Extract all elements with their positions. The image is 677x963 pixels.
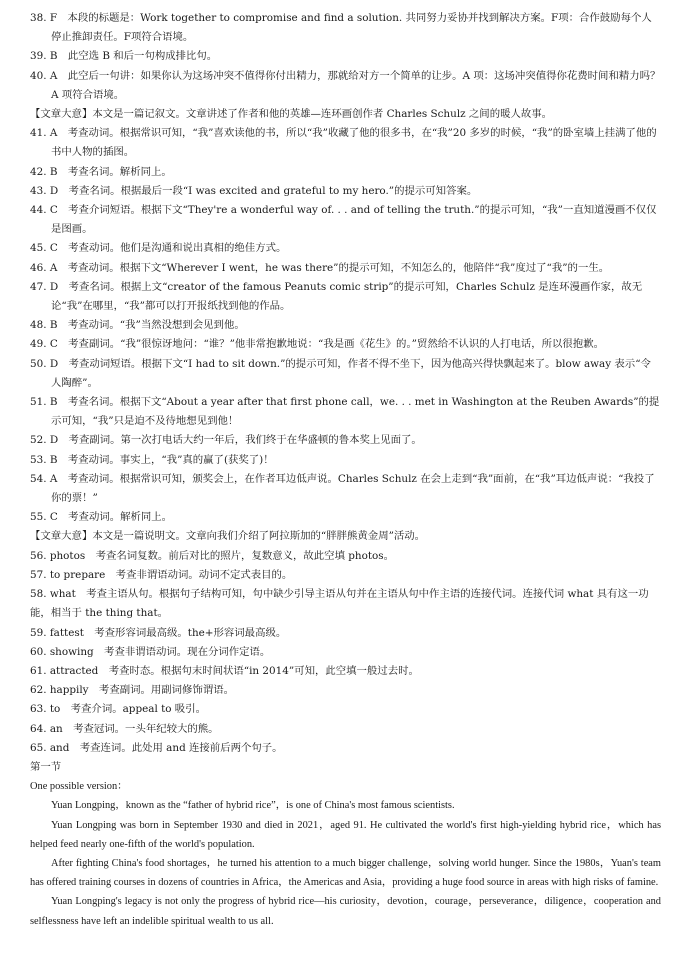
answer-item-50: 50. D 考查动词短语。根据下文“I had to sit down.”的提示可知，作者不得不坐下，因为他高兴得快飘起来了。blow away 表示“令人陶醉”。 (30, 357, 651, 389)
answer-item-62: 62. happily 考查副词。用副词修饰谓语。 (30, 684, 235, 697)
answer-item-46: 46. A 考查动词。根据下文“Wherever I went，he was there”的提示可知，不知怎么的，他陪伴“我”度过了“我”的一生。 (30, 261, 610, 274)
answer-item-45: 45. C 考查动词。他们是沟通和说出真相的绝佳方式。 (30, 242, 287, 255)
answer-item-43: 43. D 考查名词。根据最后一段“I was excited and grateful to my hero.”的提示可知答案。 (30, 184, 478, 197)
answer-item-44: 44. C 考查介词短语。根据下文“They're a wonderful way of. . . and of telling the truth.”的提示可知，“我”一直知道漫画不仅仅是图画。 (30, 204, 657, 236)
essay-paragraph-2: Yuan Longping was born in September 1930 and died in 2021，aged 91. He cultivated the world's first high-yielding hybrid rice，which has helped feed nearly one-fifth of the world's population. (30, 819, 661, 850)
answer-item-58: 58. what 考查主语从句。根据句子结构可知，句中缺少引导主语从句并在主语从句中作主语的连接代词。连接代词 what 具有这一功能，相当于 the thing that。 (30, 588, 649, 620)
answer-item-59: 59. fattest 考查形容词最高级。the+形容词最高级。 (30, 626, 287, 639)
answer-item-52: 52. D 考查副词。第一次打电话大约一年后，我们终于在华盛顿的鲁本奖上见面了。 (30, 434, 422, 447)
answer-item-63: 63. to 考查介词。appeal to 吸引。 (30, 703, 206, 716)
answer-item-49: 49. C 考查副词。“我”很惊讶地问：“谁？”他非常抱歉地说：“我是画《花生》的。”贸然给不认识的人打电话，所以很抱歉。 (30, 338, 604, 351)
answer-item-64: 64. an 考查冠词。一头年纪较大的熊。 (30, 722, 219, 735)
essay-paragraph-4: Yuan Longping's legacy is not only the progress of hybrid rice—his curiosity，devotion，courage，perseverance，diligence，cooperation and selflessness have left an indelible spiritual wealth to us all. (30, 896, 661, 927)
answer-item-55: 55. C 考查动词。解析同上。 (30, 511, 173, 524)
essay-paragraph-3: After fighting China's food shortages，he turned his attention to a much bigger challenge，solving world hunger. Since the 1980s，Yuan's team has offered training courses in dozens of countries in Africa，the Americas and Asia，providing a huge food source in areas with high risks of famine. (30, 857, 661, 889)
answer-item-38: 38. F 本段的标题是：Work together to compromise and find a solution. 共同努力妥协并找到解决方案。F项：合作鼓励每个人停止推卸责任。F项符合语境。 (30, 12, 652, 44)
version-label: One possible version： (30, 781, 128, 793)
answer-item-39: 39. B 此空选 B 和后一句构成排比句。 (30, 50, 218, 63)
answer-item-48: 48. B 考查动词。“我”当然没想到会见到他。 (30, 319, 245, 332)
answer-item-41: 41. A 考查动词。根据常识可知，“我”喜欢读他的书，所以“我”收藏了他的很多书，在“我”20 多岁的时候，“我”的卧室墙上挂满了他的书中人物的插图。 (30, 127, 657, 159)
answer-item-51: 51. B 考查名词。根据下文“About a year after that first phone call，we. . . met in Washington at the Reuben Awards”的提示可知，“我”只是迫不及待地想见到他！ (30, 396, 660, 428)
answer-item-65: 65. and 考查连词。此处用 and 连接前后两个句子。 (30, 741, 283, 754)
answer-item-56: 56. photos 考查名词复数。前后对比的照片，复数意义，故此空填 photos。 (30, 549, 395, 562)
answer-item-61: 61. attracted 考查时态。根据句末时间状语“in 2014”可知，此空填一般过去时。 (30, 664, 419, 677)
article-summary-1: 【文章大意】本文是一篇记叙文。文章讲述了作者和他的英雄—连环画创作者 Charles Schulz 之间的暖人故事。 (30, 108, 553, 121)
section-title: 第一节 (30, 760, 62, 773)
article-summary-2: 【文章大意】本文是一篇说明文。文章向我们介绍了阿拉斯加的“胖胖熊黄金周”活动。 (30, 530, 426, 543)
answer-item-53: 53. B 考查动词。事实上，“我”真的赢了(获奖了)！ (30, 453, 274, 466)
answer-item-54: 54. A 考查动词。根据常识可知，颁奖会上，在作者耳边低声说。Charles Schulz 在会上走到“我”面前，在“我”耳边低声说：“我投了你的票！” (30, 472, 655, 505)
answer-item-60: 60. showing 考查非谓语动词。现在分词作定语。 (30, 645, 271, 658)
answer-item-42: 42. B 考查名词。解析同上。 (30, 165, 172, 178)
answer-item-47: 47. D 考查名词。根据上文“creator of the famous Peanuts comic strip”的提示可知，Charles Schulz 是连环漫画作家，故无论“我”在哪里，“我”都可以打开报纸找到他的作品。 (30, 280, 643, 313)
answer-item-57: 57. to prepare 考查非谓语动词。动词不定式表目的。 (30, 568, 293, 581)
answer-item-40: 40. A 此空后一句讲：如果你认为这场冲突不值得你付出精力，那就给对方一个简单的让步。A 项：这场冲突值得你花费时间和精力吗？A 项符合语境。 (30, 69, 661, 101)
essay-paragraph-1: Yuan Longping，known as the “father of hybrid rice”，is one of China's most famous scientists. (51, 800, 455, 812)
